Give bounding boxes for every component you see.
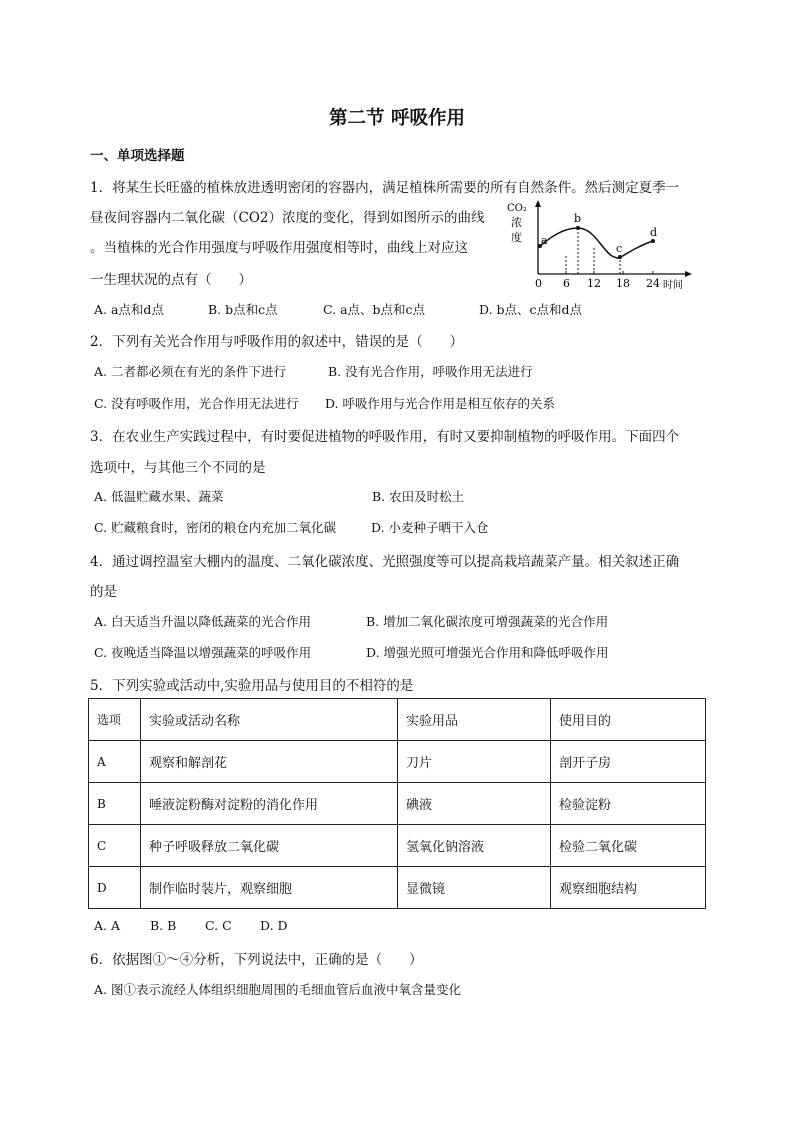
table-cell: 碘液 <box>398 783 551 825</box>
label-a: a <box>541 234 548 247</box>
q4-option-b: B. 增加二氧化碳浓度可增强蔬菜的光合作用 <box>366 614 609 629</box>
q4-line1: 4．通过调控温室大棚内的温度、二氧化碳浓度、光照强度等可以提高栽培蔬菜产量。相关叙述正确 <box>90 554 680 570</box>
q3-option-a: A. 低温贮藏水果、蔬菜 <box>94 489 224 504</box>
table-cell: 检验二氧化碳 <box>551 825 706 867</box>
table-row <box>89 825 706 867</box>
table-cell: 显微镜 <box>398 867 551 909</box>
table-row <box>89 741 706 783</box>
q5-option-a: A. A <box>94 918 121 933</box>
x-tick-label-24: 24 <box>646 277 660 290</box>
y-label-du: 度 <box>511 231 522 244</box>
q2-option-b: B. 没有光合作用，呼吸作用无法进行 <box>328 364 533 379</box>
point-d <box>651 239 655 243</box>
x-axis-arrow <box>685 271 692 277</box>
table-cell: C <box>89 825 141 867</box>
table-cell: A <box>89 741 141 783</box>
table-cell: 检验淀粉 <box>551 783 706 825</box>
table-cell: 观察和解剖花 <box>141 741 398 783</box>
x-tick-label-18: 18 <box>616 277 630 290</box>
label-d: d <box>650 226 658 239</box>
q5-table <box>88 698 706 909</box>
y-label-co2: CO₂ <box>507 203 527 214</box>
q1-line1: 1．将某生长旺盛的植株放进透明密闭的容器内，满足植株所需要的所有自然条件。然后测定夏季一 <box>90 180 680 196</box>
q3-option-b: B. 农田及时松土 <box>372 489 465 504</box>
header-cell: 使用目的 <box>551 699 706 741</box>
q5-option-c: C. C <box>205 918 232 933</box>
section-heading: 一、单项选择题 <box>90 148 185 164</box>
table-cell: 唾液淀粉酶对淀粉的消化作用 <box>141 783 398 825</box>
table-cell: D <box>89 867 141 909</box>
y-axis-arrow <box>535 200 541 207</box>
co2-concentration-graph <box>500 198 700 292</box>
page-title: 第二节 呼吸作用 <box>329 108 465 129</box>
q3-option-c: C. 贮藏粮食时，密闭的粮仓内充加二氧化碳 <box>94 520 337 535</box>
q3-line1: 3．在农业生产实践过程中，有时要促进植物的呼吸作用，有时又要抑制植物的呼吸作用。下面四个 <box>90 429 680 445</box>
q3-option-d: D. 小麦种子晒干入仓 <box>371 520 489 535</box>
x-tick-label-12: 12 <box>587 277 601 290</box>
point-c <box>618 255 622 259</box>
table-cell: 氢氧化钠溶液 <box>398 825 551 867</box>
table-cell: 观察细胞结构 <box>551 867 706 909</box>
q4-option-a: A. 白天适当升温以降低蔬菜的光合作用 <box>94 614 311 629</box>
q5-option-d: D. D <box>260 918 288 933</box>
table-row <box>89 867 706 909</box>
q1-option-a: A. a点和d点 <box>94 302 164 317</box>
q4-option-d: D. 增强光照可增强光合作用和降低呼吸作用 <box>366 645 609 660</box>
table-cell: B <box>89 783 141 825</box>
table-cell: 制作临时装片，观察细胞 <box>141 867 398 909</box>
q2-option-d: D. 呼吸作用与光合作用是相互依存的关系 <box>325 396 556 411</box>
q1-option-c: C. a点、b点和c点 <box>323 302 426 317</box>
q2-stem: 2．下列有关光合作用与呼吸作用的叙述中，错误的是（ ） <box>90 334 464 350</box>
table-cell: 刀片 <box>398 741 551 783</box>
q2-option-a: A. 二者都必须在有光的条件下进行 <box>94 364 286 379</box>
q1-line3: 。当植株的光合作用强度与呼吸作用强度相等时，曲线上对应这 <box>90 240 468 256</box>
header-cell: 实验或活动名称 <box>141 699 398 741</box>
q6-stem: 6．依据图①～④分析，下列说法中，正确的是（ ） <box>90 952 423 968</box>
label-b: b <box>574 212 582 225</box>
q1-option-b: B. b点和c点 <box>208 302 278 317</box>
x-axis-label: 时间 <box>663 280 683 291</box>
q5-stem: 5．下列实验或活动中,实验用品与使用目的不相符的是 <box>90 678 414 694</box>
q1-line4: 一生理状况的点有（ ） <box>90 272 252 288</box>
x-tick-label-0: 0 <box>535 277 542 290</box>
q4-line2: 的是 <box>90 584 117 600</box>
header-cell: 选项 <box>89 699 141 741</box>
table-cell: 种子呼吸释放二氧化碳 <box>141 825 398 867</box>
q1-line2: 昼夜间容器内二氧化碳（CO2）浓度的变化，得到如图所示的曲线 <box>90 210 485 226</box>
q5-option-b: B. B <box>150 918 177 933</box>
co2-curve <box>540 228 653 258</box>
x-tick-label-6: 6 <box>563 277 570 290</box>
label-c: c <box>616 242 623 255</box>
table-row <box>89 783 706 825</box>
q6-option-a: A. 图①表示流经人体组织细胞周围的毛细血管后血液中氧含量变化 <box>94 982 461 997</box>
q1-option-d: D. b点、c点和d点 <box>479 302 583 317</box>
y-label-nong: 浓 <box>511 216 522 229</box>
q2-option-c: C. 没有呼吸作用，光合作用无法进行 <box>94 396 299 411</box>
header-cell: 实验用品 <box>398 699 551 741</box>
point-b <box>576 226 580 230</box>
q3-line2: 选项中，与其他三个不同的是 <box>90 460 266 476</box>
table-header-row <box>89 699 706 741</box>
q4-option-c: C. 夜晚适当降温以增强蔬菜的呼吸作用 <box>94 645 312 660</box>
table-cell: 剖开子房 <box>551 741 706 783</box>
